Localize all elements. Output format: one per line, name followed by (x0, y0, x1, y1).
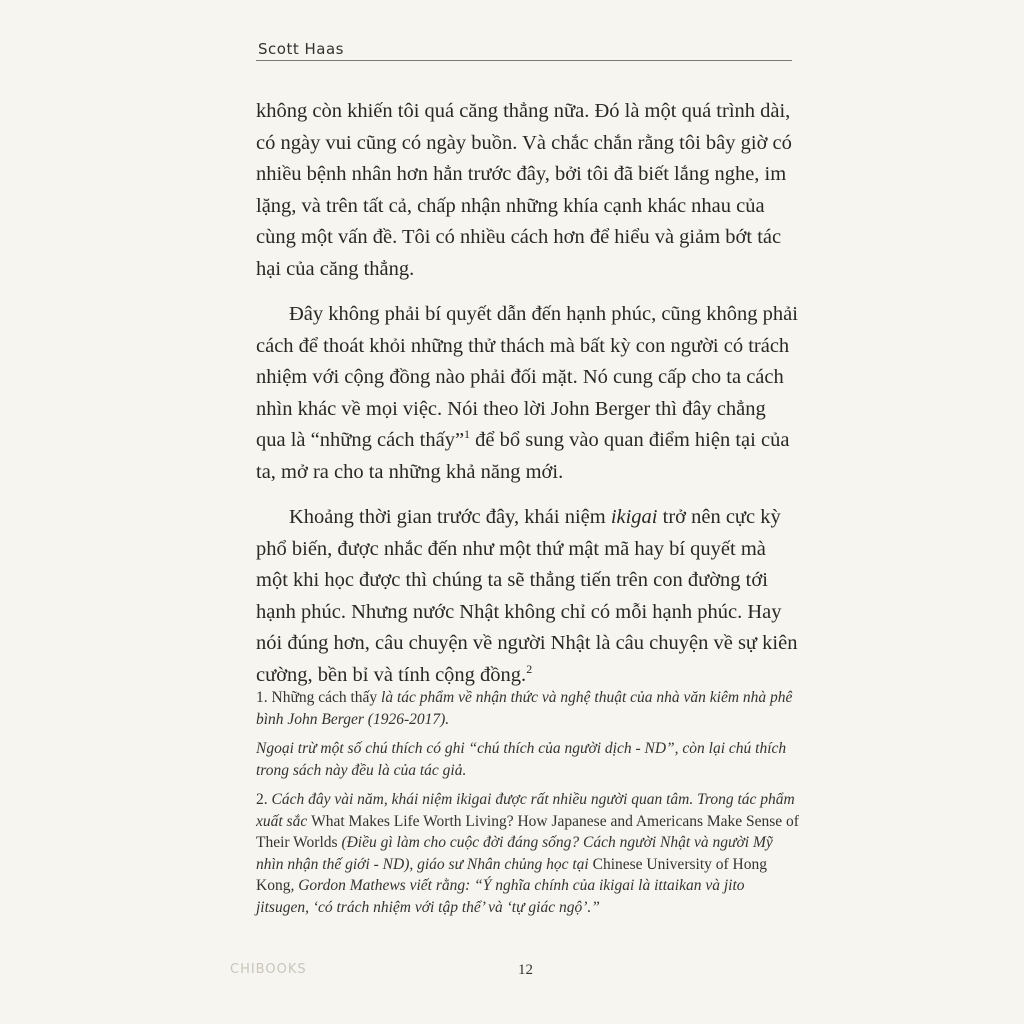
italic-run: , Gordon Mathews viết rằng: “Ý nghĩa chính của ikigai là ittaikan và jito jitsugen, ‘có trách nhiệm với tập thể’ và ‘tự giác ngộ’.” (256, 877, 745, 916)
italic-run: Ngoại trừ một số chú thích có ghi “chú thích của người dịch - ND”, còn lại chú thích trong sách này đều là của tác giả. (256, 740, 787, 779)
page-number: 12 (518, 962, 533, 978)
italic-run: Cách đây vài năm, khái niệm ikigai được rất nhiều người quan tâm. Trong tác phẩm xuất sắc (256, 791, 795, 830)
text-run: What Makes Life Worth Living? How Japanese and Americans Make Sense of Their Worlds (256, 812, 799, 851)
italic-run: là tác phẩm về nhận thức và nghệ thuật của nhà văn kiêm nhà phê bình John Berger (1926-2017). (256, 689, 793, 728)
main-text (256, 96, 800, 705)
footnote (256, 789, 800, 918)
paragraph (256, 96, 800, 285)
footnote (256, 687, 800, 730)
text-run: 1. Những cách thấy (256, 689, 382, 706)
italic-run: (Điều gì làm cho cuộc đời đáng sống? Cách người Nhật và người Mỹ nhìn nhận thế giới - ND), giáo sư Nhân chủng học tại (256, 834, 773, 873)
publisher-logo: CHIBOOKS (230, 962, 307, 977)
text-run: Khoảng thời gian trước đây, khái niệm (289, 506, 611, 528)
paragraph (256, 502, 800, 691)
footnotes (256, 687, 800, 926)
text-run: Chinese University of Hong Kong (256, 855, 767, 894)
footnote-ref: 2 (526, 661, 533, 676)
text-run: 2. (256, 791, 272, 808)
footnote (256, 738, 800, 781)
text-run: Đây không phải bí quyết dẫn đến hạnh phúc, cũng không phải cách để thoát khỏi những thử thách mà bất kỳ con người có trách nhiệm với cộng đồng nào phải đối mặt. Nó cung cấp cho ta cách nhìn khác về mọi việc. Nói theo lời John Berger thì đây chẳng qua là “những cách thấy” (256, 303, 798, 451)
running-header-author: Scott Haas (258, 40, 344, 58)
text-run: trở nên cực kỳ phổ biến, được nhắc đến như một thứ mật mã hay bí quyết mà một khi học được thì chúng ta sẽ thẳng tiến trên con đường tới hạnh phúc. Nhưng nước Nhật không chỉ có mỗi hạnh phúc. Hay nói đúng hơn, câu chuyện về người Nhật là câu chuyện về sự kiên cường, bền bỉ và tính cộng đồng. (256, 506, 798, 686)
header-rule (256, 60, 792, 61)
paragraph (256, 299, 800, 488)
text-run: để bổ sung vào quan điểm hiện tại của ta, mở ra cho ta những khả năng mới. (256, 429, 790, 483)
footnote-ref: 1 (464, 427, 471, 442)
text-run: không còn khiến tôi quá căng thẳng nữa. Đó là một quá trình dài, có ngày vui cũng có ngày buồn. Và chắc chắn rằng tôi bây giờ có nhiều bệnh nhân hơn hẳn trước đây, bởi tôi đã biết lắng nghe, im lặng, và trên tất cả, chấp nhận những khía cạnh khác nhau của cùng một vấn đề. Tôi có nhiều cách hơn để hiểu và giảm bớt tác hại của căng thẳng. (256, 100, 792, 280)
italic-run: ikigai (610, 506, 658, 528)
